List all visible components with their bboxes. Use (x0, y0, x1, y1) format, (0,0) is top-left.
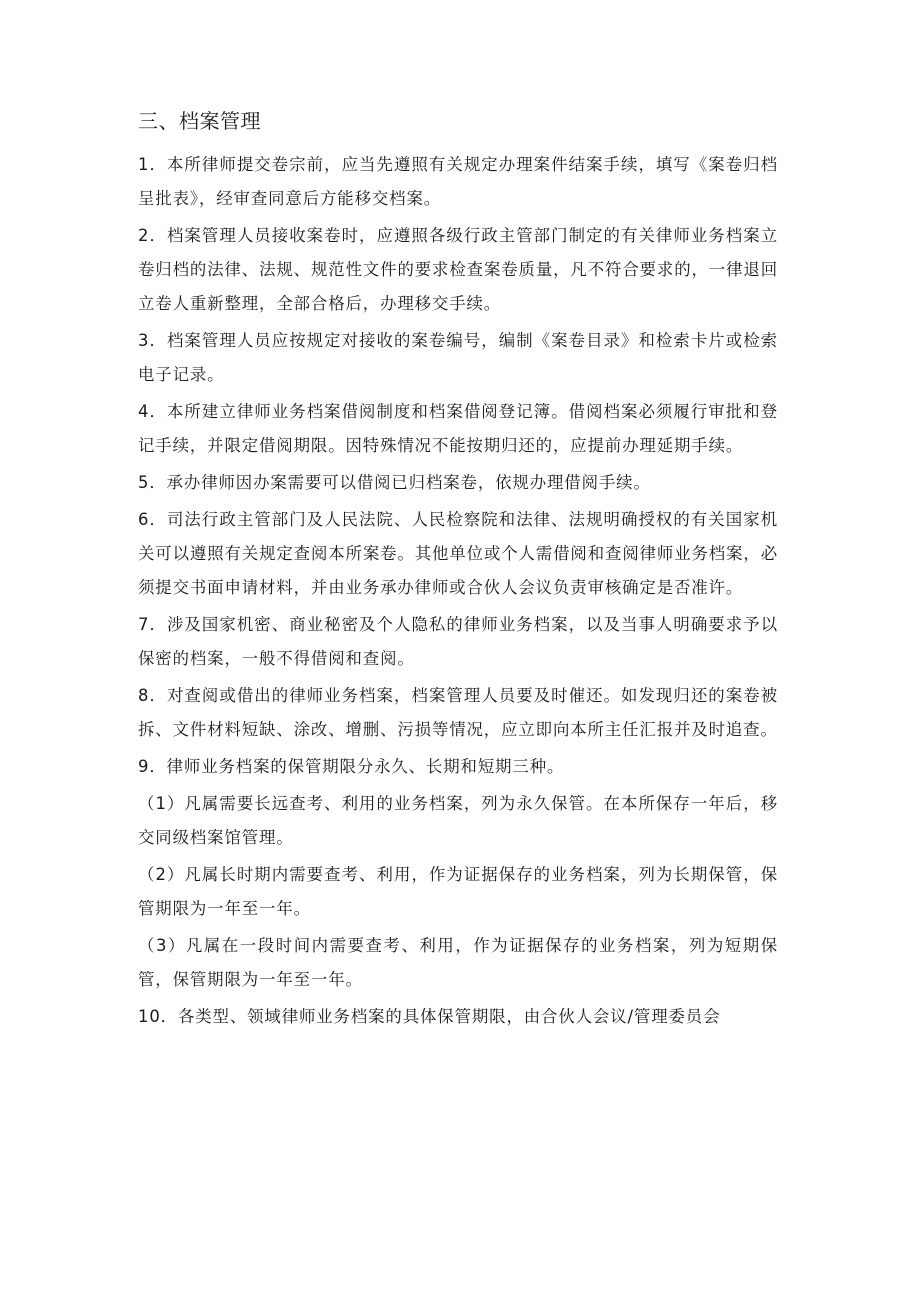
paragraph-4: 4．本所建立律师业务档案借阅制度和档案借阅登记簿。借阅档案必须履行审批和登记手续，并限定借阅期限。因特殊情况不能按期归还的，应提前办理延期手续。 (138, 402, 778, 455)
paragraph-9-1: （1）凡属需要长远查考、利用的业务档案，列为永久保管。在本所保存一年后，移交同级档案馆管理。 (138, 794, 778, 847)
document-body (138, 104, 778, 1037)
paragraph-6: 6．司法行政主管部门及人民法院、人民检察院和法律、法规明确授权的有关国家机关可以遵照有关规定查阅本所案卷。其他单位或个人需借阅和查阅律师业务档案，必须提交书面申请材料，并由业务承办律师或合伙人会议负责审核确定是否准许。 (138, 510, 778, 597)
paragraph-2: 2．档案管理人员接收案卷时，应遵照各级行政主管部门制定的有关律师业务档案立卷归档的法律、法规、规范性文件的要求检查案卷质量，凡不符合要求的，一律退回立卷人重新整理，全部合格后，办理移交手续。 (138, 226, 778, 313)
paragraph-9: 9．律师业务档案的保管期限分永久、长期和短期三种。 (138, 757, 565, 776)
paragraph-8: 8．对查阅或借出的律师业务档案，档案管理人员要及时催还。如发现归还的案卷被拆、文件材料短缺、涂改、增删、污损等情况，应立即向本所主任汇报并及时追查。 (138, 686, 778, 739)
paragraph-5: 5．承办律师因办案需要可以借阅已归档案卷，依规办理借阅手续。 (138, 473, 651, 492)
paragraph-3: 3．档案管理人员应按规定对接收的案卷编号，编制《案卷目录》和检索卡片或检索电子记录。 (138, 331, 778, 384)
paragraph-10: 10．各类型、领域律师业务档案的具体保管期限，由合伙人会议/管理委员会 (138, 1007, 721, 1026)
paragraph-7: 7．涉及国家机密、商业秘密及个人隐私的律师业务档案，以及当事人明确要求予以保密的档案，一般不得借阅和查阅。 (138, 615, 778, 668)
paragraph-1: 1．本所律师提交卷宗前，应当先遵照有关规定办理案件结案手续，填写《案卷归档呈批表》，经审查同意后方能移交档案。 (138, 155, 778, 208)
section-title: 三、档案管理 (138, 109, 261, 133)
paragraph-9-2: （2）凡属长时期内需要查考、利用，作为证据保存的业务档案，列为长期保管，保管期限为一年至一年。 (138, 865, 778, 918)
paragraph-9-3: （3）凡属在一段时间内需要查考、利用，作为证据保存的业务档案，列为短期保管，保管期限为一年至一年。 (138, 936, 778, 989)
